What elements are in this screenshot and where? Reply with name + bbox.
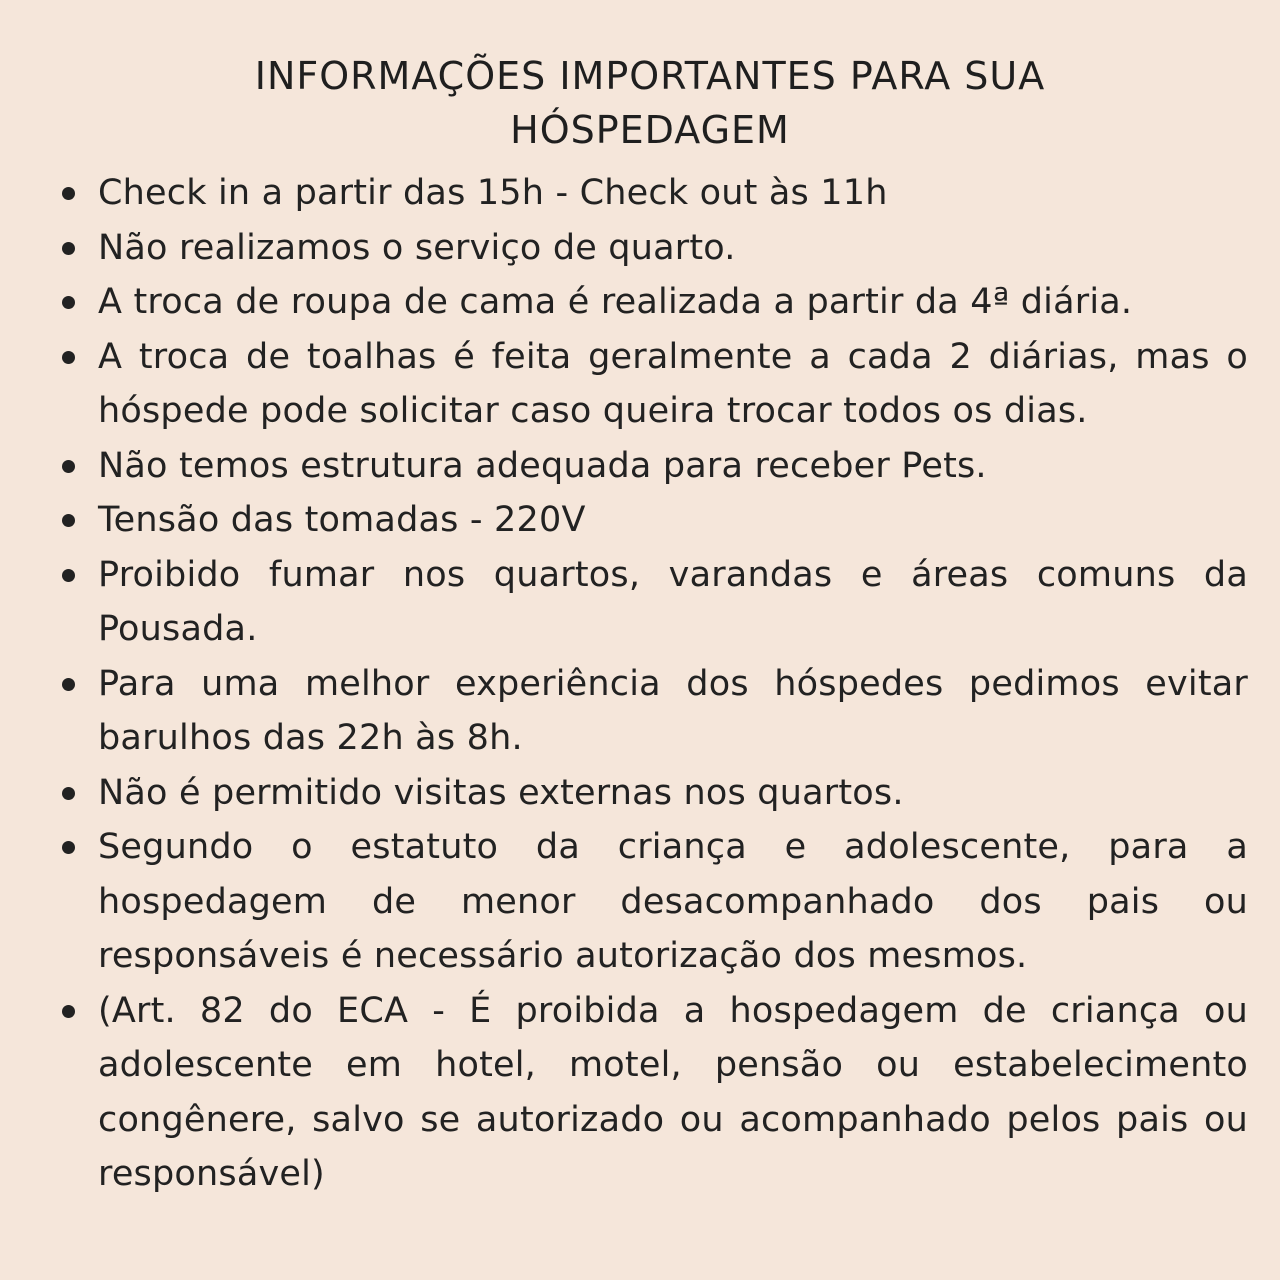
rule-text: Para uma melhor experiência dos hóspedes pedimos evitar barulhos das 22h às 8h. [98,663,1248,758]
rule-smoking [56,548,1248,657]
rule-text: Não realizamos o serviço de quarto. [98,227,736,268]
rule-noise [56,657,1248,766]
rule-text: Não temos estrutura adequada para receber Pets. [98,445,987,486]
rule-pets [56,439,1248,494]
bullet-icon [62,296,75,309]
rule-text: Tensão das tomadas - 220V [98,500,586,540]
rule-checkin [56,166,1248,221]
bullet-icon [62,569,75,582]
bullet-icon [62,787,75,800]
rule-room-service [56,221,1248,276]
title-line-2: HÓSPEDAGEM [510,108,790,153]
rule-text: A troca de roupa de cama é realizada a partir da 4ª diária. [98,282,1133,322]
rule-towels [56,330,1248,439]
rule-text: (Art. 82 do ECA - É proibida a hospedagem de criança ou adolescente em hotel, motel, pensão ou estabelecimento congênere, salvo se autorizado ou acompanhado pelos pais ou responsável) [98,990,1248,1194]
rule-visits [56,766,1248,821]
bullet-icon [62,187,75,200]
rules-list [56,166,1248,1202]
bullet-icon [62,1005,75,1018]
rule-eca [56,984,1248,1202]
bullet-icon [62,242,75,255]
bullet-icon [62,514,75,527]
bullet-icon [62,678,75,691]
rule-text: Segundo o estatuto da criança e adolescente, para a hospedagem de menor desacompanhado dos pais ou responsáveis é necessário autorização dos mesmos. [98,827,1248,976]
bullet-icon [62,351,75,364]
rule-text: Não é permitido visitas externas nos quartos. [98,772,904,813]
rule-voltage [56,493,1248,548]
page-title [150,49,1150,157]
bullet-icon [62,460,75,473]
rule-bed-linen [56,275,1248,330]
rule-minors [56,820,1248,984]
rule-text: Check in a partir das 15h - Check out às 11h [98,173,888,213]
title-line-1: INFORMAÇÕES IMPORTANTES PARA SUA [254,54,1046,99]
rule-text: A troca de toalhas é feita geralmente a cada 2 diárias, mas o hóspede pode solicitar caso queira trocar todos os dias. [98,336,1248,431]
rule-text: Proibido fumar nos quartos, varandas e áreas comuns da Pousada. [98,554,1248,649]
bullet-icon [62,841,75,854]
